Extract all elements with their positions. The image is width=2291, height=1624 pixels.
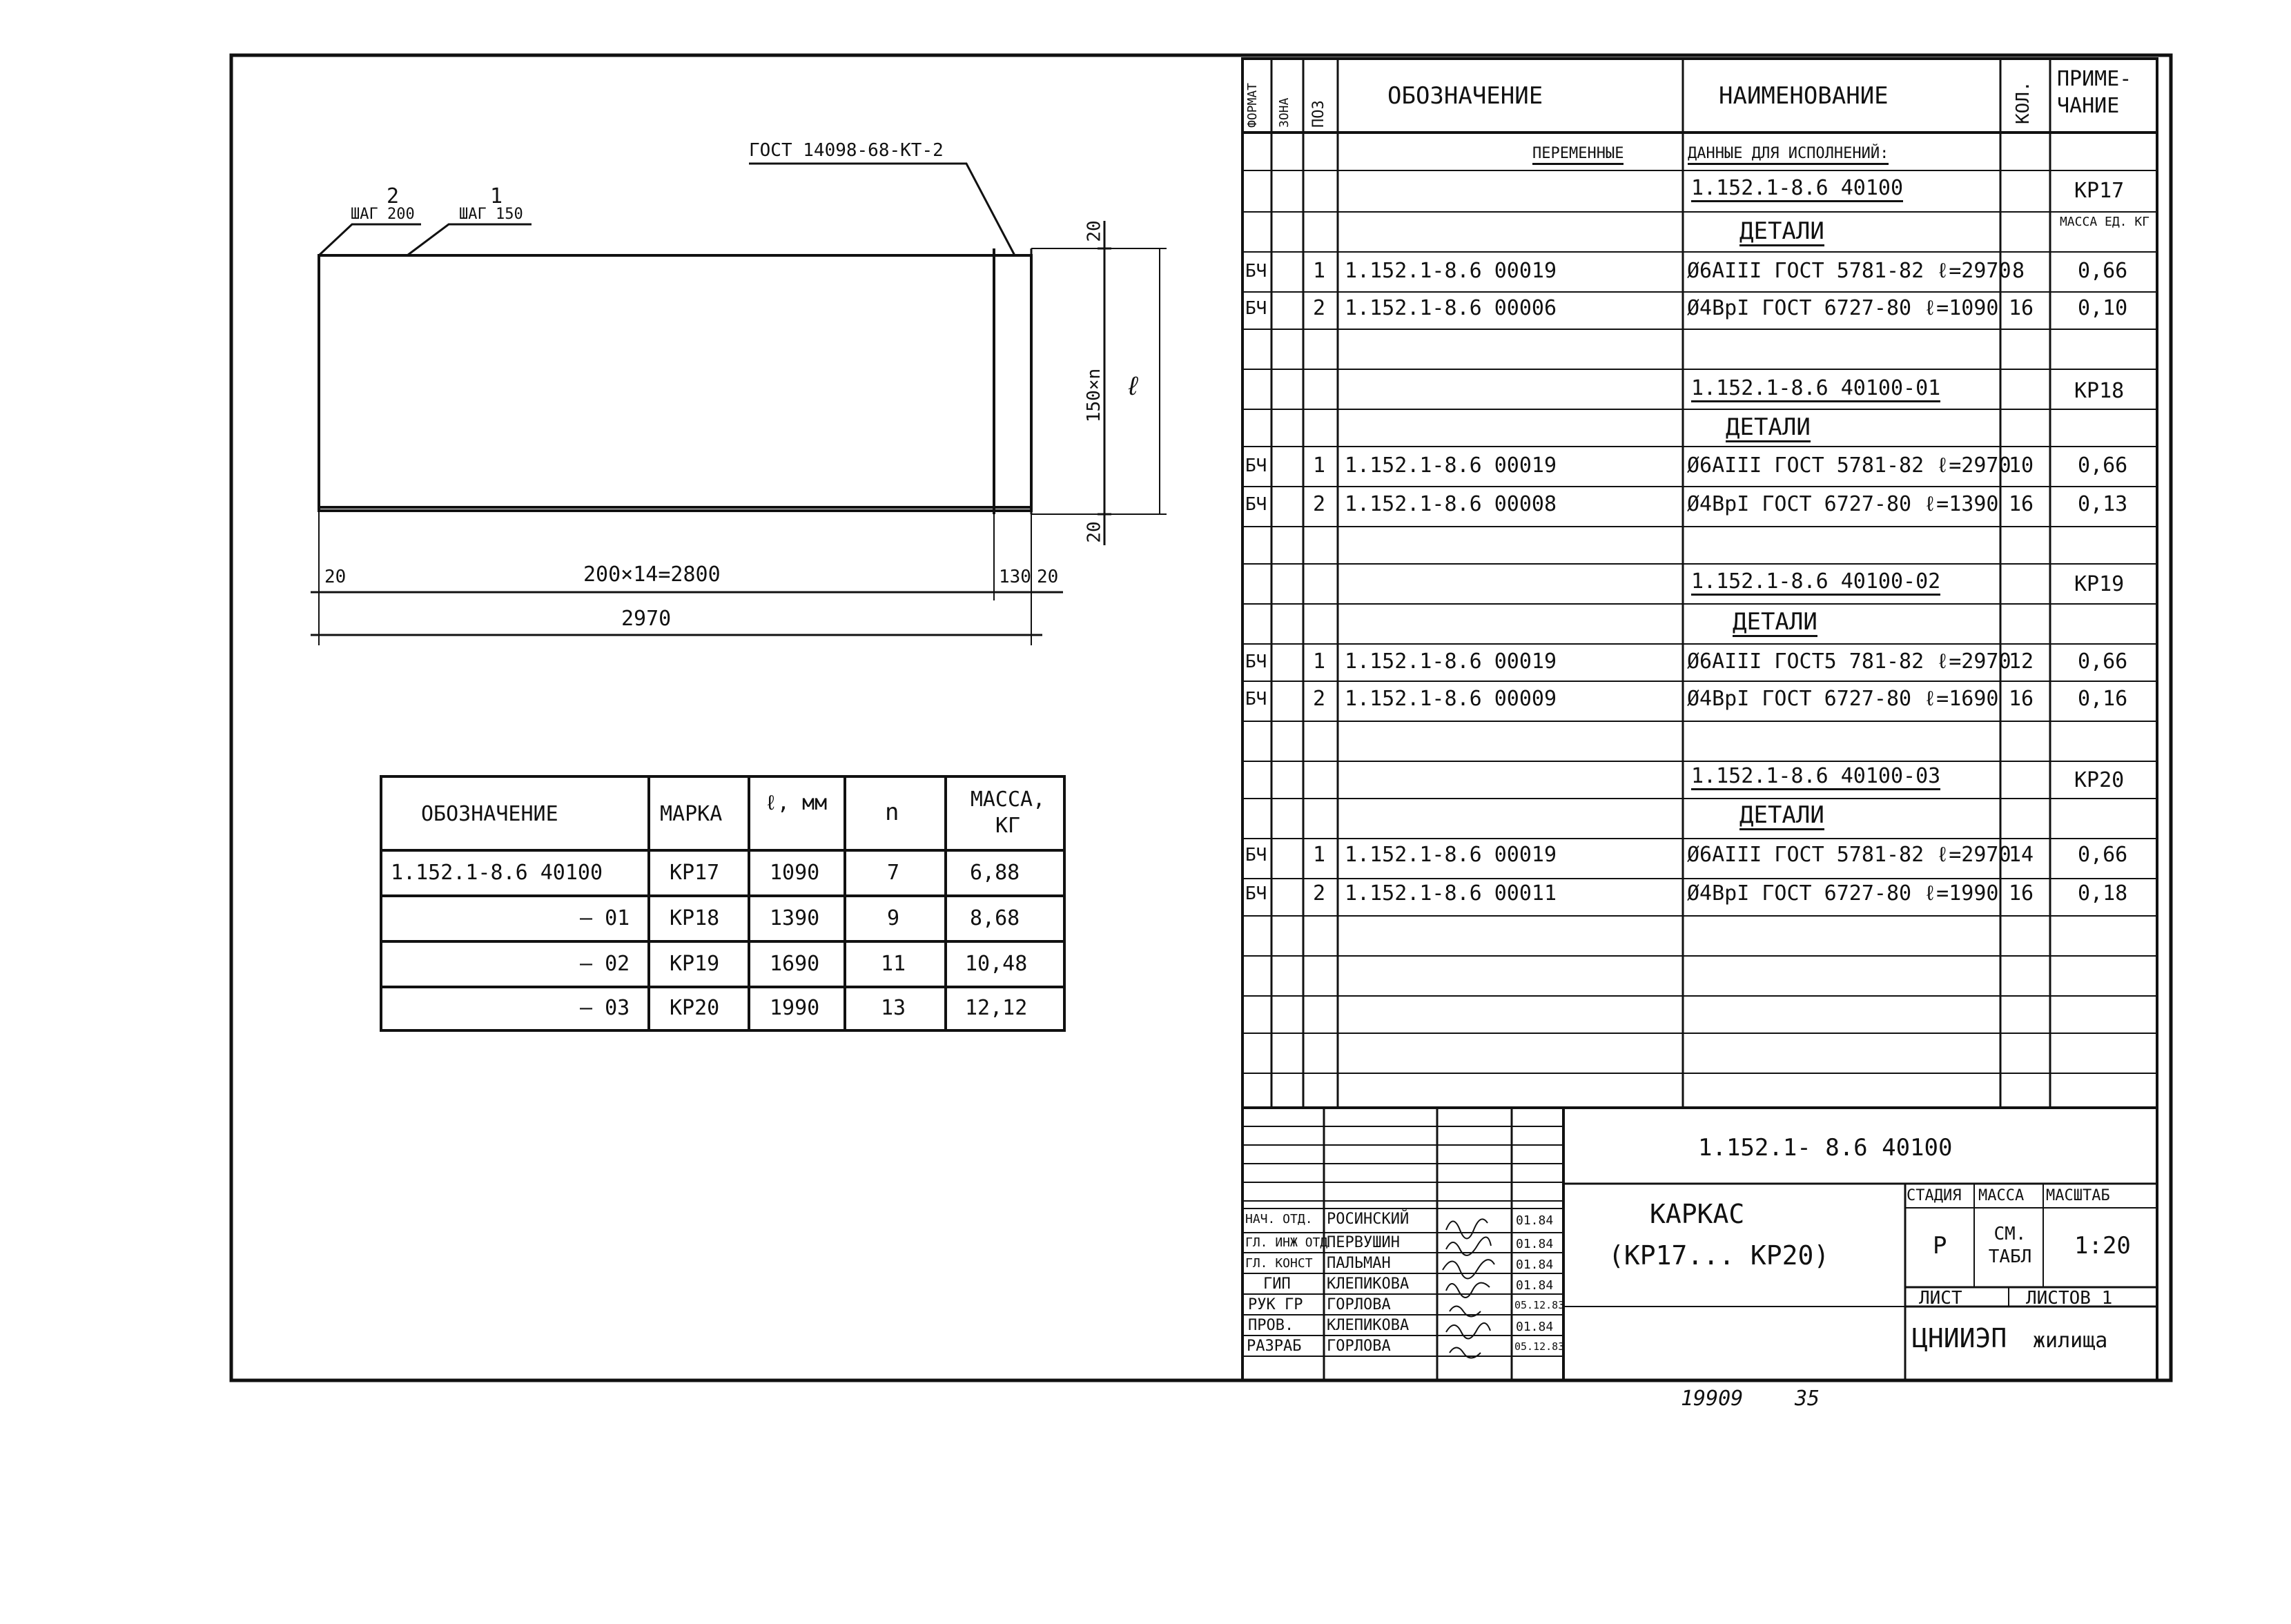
bar1-position: 1 (490, 184, 503, 208)
spec-group-doc: 1.152.1-8.6 40100 (1691, 178, 1903, 202)
marks-header-mark: МАРКА (660, 802, 723, 826)
marks-header-mass: МАССА, КГ (970, 787, 1046, 838)
spec-fmt: БЧ (1245, 652, 1267, 672)
signatory-date: 01.84 (1516, 1278, 1554, 1293)
marks-n: 13 (881, 996, 906, 1020)
spec-note: 0,10 (2078, 296, 2128, 320)
marks-n: 11 (881, 952, 906, 976)
marks-n: 9 (887, 906, 900, 930)
spec-header-name: НАИМЕНОВАНИЕ (1719, 82, 1889, 110)
signatory-name: ГОРЛОВА (1327, 1338, 1391, 1355)
spec-note: 0,18 (2078, 881, 2128, 906)
signatory-name: ПЕРВУШИН (1327, 1234, 1400, 1251)
spec-qty: 16 (2009, 296, 2034, 320)
spec-des: 1.152.1-8.6 00006 (1345, 296, 1557, 320)
spec-group-details: ДЕТАЛИ (1739, 801, 1824, 829)
marks-designation: 1.152.1-8.6 40100 (391, 861, 603, 885)
spec-group-mark: КР18 (2074, 379, 2125, 403)
spec-header-format: ФОРМАТ (1245, 82, 1260, 128)
marks-length: 1690 (770, 952, 820, 976)
signatory-role: ПРОВ. (1248, 1317, 1294, 1334)
sheets-label: ЛИСТОВ 1 (2026, 1288, 2113, 1309)
spec-name: Ø6АIII ГОСТ5 781-82 ℓ=2970 (1687, 649, 2011, 674)
signatory-role: ГИП (1263, 1275, 1291, 1293)
org-name: ЦНИИЭП (1912, 1323, 2007, 1353)
title-line2: (КР17... КР20) (1608, 1240, 1830, 1271)
inventory-number: 19909 (1681, 1387, 1744, 1411)
spec-pos: 1 (1313, 649, 1326, 674)
spec-group-details: ДЕТАЛИ (1733, 608, 1817, 636)
bar1-step: ШАГ 150 (459, 206, 523, 223)
spec-name: Ø4ВрI ГОСТ 6727-80 ℓ=1090 (1687, 296, 1999, 320)
spec-pos: 1 (1313, 843, 1326, 867)
spec-des: 1.152.1-8.6 00019 (1345, 259, 1557, 283)
spec-fmt: БЧ (1245, 494, 1267, 515)
signatory-role: РАЗРАБ (1247, 1338, 1302, 1355)
dim-130: 130 (999, 567, 1031, 587)
marks-designation: – 03 (580, 996, 630, 1020)
spec-header-pos: ПОЗ (1310, 100, 1327, 128)
spec-pos: 1 (1313, 453, 1326, 478)
spec-group-details: ДЕТАЛИ (1726, 413, 1811, 441)
spec-variable-left: ПЕРЕМЕННЫЕ (1532, 146, 1624, 165)
marks-mass: 6,88 (970, 861, 1020, 885)
spec-header-designation: ОБОЗНАЧЕНИЕ (1387, 82, 1543, 110)
bar2-position: 2 (387, 184, 400, 208)
spec-note: 0,66 (2078, 649, 2128, 674)
dim-150n: 150×n (1084, 368, 1105, 423)
frame-outline (319, 255, 1031, 511)
marks-mass: 10,48 (965, 952, 1028, 976)
spec-variable-right: ДАННЫЕ ДЛЯ ИСПОЛНЕНИЙ: (1688, 146, 1889, 165)
signatory-role: ГЛ. КОНСТ (1245, 1256, 1313, 1271)
spec-qty: 8 (2012, 259, 2025, 283)
spec-fmt: БЧ (1245, 261, 1267, 282)
spec-name: Ø6АIII ГОСТ 5781-82 ℓ=2970 (1687, 259, 2011, 283)
spec-qty: 12 (2009, 649, 2034, 674)
spec-des: 1.152.1-8.6 00019 (1345, 843, 1557, 867)
spec-note: 0,16 (2078, 687, 2128, 711)
dim-top-20: 20 (1084, 220, 1105, 242)
spec-fmt: БЧ (1245, 456, 1267, 476)
marks-designation: – 01 (580, 906, 630, 930)
stage-value: Р (1933, 1232, 1947, 1260)
spec-fmt: БЧ (1245, 883, 1267, 904)
spec-des: 1.152.1-8.6 00008 (1345, 492, 1557, 516)
marks-header-designation: ОБОЗНАЧЕНИЕ (421, 802, 558, 826)
dim-right-20: 20 (1037, 567, 1059, 587)
signatory-name: ГОРЛОВА (1327, 1296, 1391, 1313)
spec-fmt: БЧ (1245, 845, 1267, 865)
stage-label: СТАДИЯ (1907, 1187, 1962, 1204)
spec-pos: 2 (1313, 881, 1326, 906)
spec-fmt: БЧ (1245, 298, 1267, 319)
spec-group-mark: КР19 (2074, 572, 2125, 596)
mass-value: СМ. ТАБЛ (1988, 1224, 2032, 1267)
dim-total: 2970 (621, 607, 672, 631)
marks-length: 1990 (770, 996, 820, 1020)
spec-name: Ø6АIII ГОСТ 5781-82 ℓ=2970 (1687, 843, 2011, 867)
marks-mark: КР18 (670, 906, 720, 930)
signatory-name: ПАЛЬМАН (1327, 1255, 1391, 1272)
marks-mass: 12,12 (965, 996, 1028, 1020)
org-name-2: жилища (2033, 1329, 2108, 1353)
spec-pos: 1 (1313, 259, 1326, 283)
signatory-date: 01.84 (1516, 1237, 1554, 1251)
dim-bottom-20: 20 (1084, 521, 1105, 543)
signatory-date: 01.84 (1516, 1258, 1554, 1272)
spec-header-zone: ЗОНА (1277, 97, 1291, 128)
spec-qty: 16 (2009, 687, 2034, 711)
spec-group-mark: КР20 (2074, 768, 2125, 792)
marks-mark: КР19 (670, 952, 720, 976)
signatory-role: РУК ГР (1248, 1296, 1303, 1313)
signatory-role: НАЧ. ОТД. (1245, 1212, 1313, 1226)
spec-note: 0,66 (2078, 843, 2128, 867)
spec-name: Ø6АIII ГОСТ 5781-82 ℓ=2970 (1687, 453, 2011, 478)
spec-name: Ø4ВрI ГОСТ 6727-80 ℓ=1690 (1687, 687, 1999, 711)
spec-fmt: БЧ (1245, 689, 1267, 710)
signatory-date: 01.84 (1516, 1213, 1554, 1228)
marks-length: 1090 (770, 861, 820, 885)
title-line1: КАРКАС (1650, 1199, 1745, 1229)
spec-header-note: ПРИМЕ-ЧАНИЕ (2057, 67, 2132, 118)
spec-des: 1.152.1-8.6 00011 (1345, 881, 1557, 906)
dim-left-20: 20 (324, 567, 347, 587)
spec-note: 0,66 (2078, 259, 2128, 283)
signatory-name: РОСИНСКИЙ (1327, 1211, 1410, 1228)
spec-qty: 14 (2009, 843, 2034, 867)
dim-l: ℓ (1125, 371, 1141, 401)
sheet-label: ЛИСТ (1919, 1288, 1962, 1309)
spec-qty: 10 (2009, 453, 2034, 478)
spec-note: 0,13 (2078, 492, 2128, 516)
spec-name: Ø4ВрI ГОСТ 6727-80 ℓ=1390 (1687, 492, 1999, 516)
weld-gost-label: ГОСТ 14098-68-КТ-2 (749, 140, 944, 161)
marks-designation: – 02 (580, 952, 630, 976)
spec-des: 1.152.1-8.6 00019 (1345, 453, 1557, 478)
marks-mark: КР17 (670, 861, 720, 885)
spec-group-doc: 1.152.1-8.6 40100-03 (1691, 766, 1940, 790)
title-doc-code: 1.152.1- 8.6 40100 (1698, 1134, 1953, 1162)
marks-n: 7 (887, 861, 900, 885)
spec-group-doc: 1.152.1-8.6 40100-02 (1691, 571, 1940, 596)
bar2-step: ШАГ 200 (351, 206, 415, 223)
marks-mass: 8,68 (970, 906, 1020, 930)
spec-mass-note: МАССА ЕД. КГ (2059, 215, 2150, 229)
scale-value: 1:20 (2074, 1232, 2131, 1260)
spec-qty: 16 (2009, 492, 2034, 516)
dim-span: 200×14=2800 (583, 562, 721, 587)
signatory-name: КЛЕПИКОВА (1327, 1317, 1410, 1334)
spec-group-doc: 1.152.1-8.6 40100-01 (1691, 378, 1940, 402)
spec-group-details: ДЕТАЛИ (1739, 217, 1824, 245)
spec-header-qty: КОЛ. (2013, 81, 2034, 124)
spec-qty: 16 (2009, 881, 2034, 906)
spec-des: 1.152.1-8.6 00009 (1345, 687, 1557, 711)
signatory-date: 01.84 (1516, 1320, 1554, 1334)
signatory-name: КЛЕПИКОВА (1327, 1275, 1410, 1293)
spec-name: Ø4ВрI ГОСТ 6727-80 ℓ=1990 (1687, 881, 1999, 906)
spec-note: 0,66 (2078, 453, 2128, 478)
spec-group-mark: КР17 (2074, 179, 2125, 203)
signatory-date: 05.12.83 (1514, 1340, 1565, 1353)
spec-pos: 2 (1313, 492, 1326, 516)
marks-header-n: n (885, 799, 899, 826)
mass-label: МАССА (1978, 1187, 2025, 1204)
spec-pos: 2 (1313, 296, 1326, 320)
spec-pos: 2 (1313, 687, 1326, 711)
spec-des: 1.152.1-8.6 00019 (1345, 649, 1557, 674)
marks-header-length: ℓ, мм (764, 791, 828, 815)
scale-label: МАСШТАБ (2046, 1187, 2110, 1204)
signatory-role: ГЛ. ИНЖ ОТД (1245, 1235, 1328, 1250)
marks-mark: КР20 (670, 996, 720, 1020)
signatory-date: 05.12.83 (1514, 1299, 1565, 1311)
sheet-number: 35 (1795, 1387, 1820, 1411)
marks-length: 1390 (770, 906, 820, 930)
